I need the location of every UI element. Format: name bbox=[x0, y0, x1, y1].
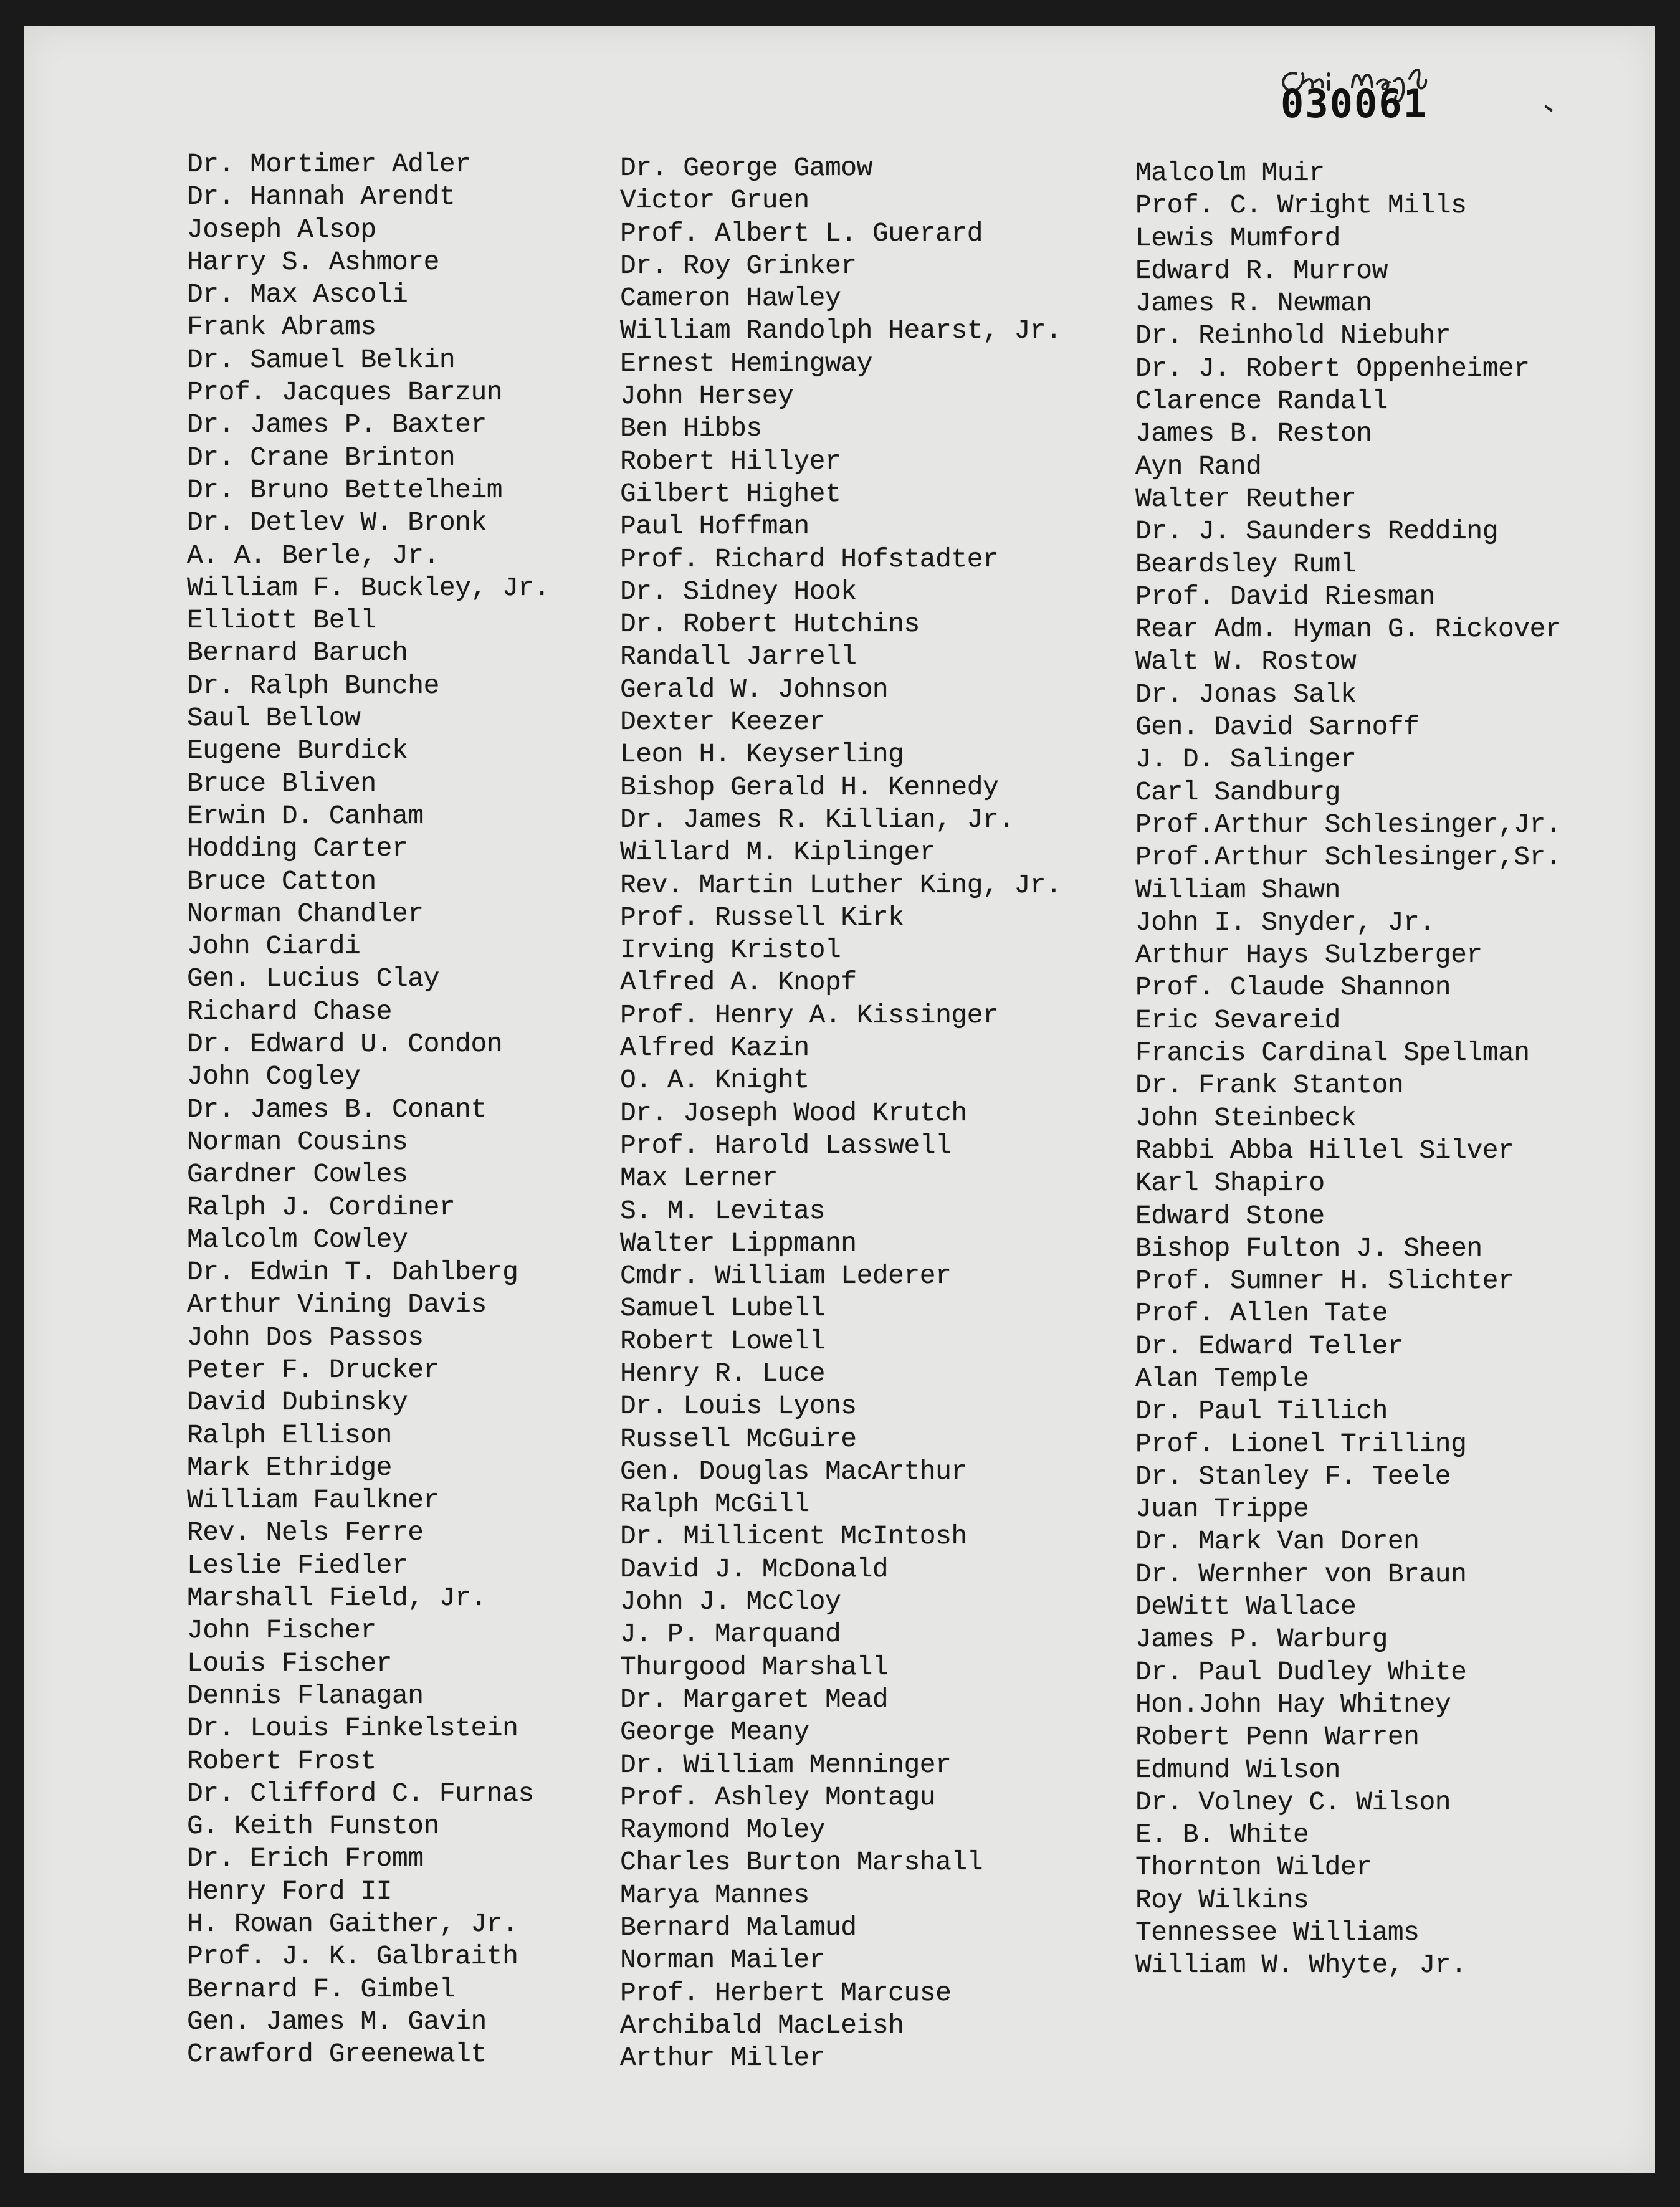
list-item: Lewis Mumford bbox=[1135, 222, 1340, 254]
list-item: Ayn Rand bbox=[1135, 450, 1262, 482]
list-item: Russell McGuire bbox=[620, 1423, 857, 1454]
list-item: Marshall Field, Jr. bbox=[187, 1583, 487, 1614]
list-item: Prof. David Riesman bbox=[1135, 581, 1435, 612]
list-item: Hon.John Hay Whitney bbox=[1135, 1689, 1451, 1720]
list-item: Thornton Wilder bbox=[1135, 1852, 1372, 1883]
list-item: John Steinbeck bbox=[1135, 1102, 1357, 1133]
list-item: Eric Sevareid bbox=[1135, 1004, 1340, 1036]
list-item: Louis Fischer bbox=[187, 1647, 392, 1679]
list-item: Dr. Paul Dudley White bbox=[1135, 1656, 1467, 1687]
list-item: Roy Wilkins bbox=[1135, 1884, 1309, 1915]
list-item: John Fischer bbox=[187, 1615, 376, 1646]
list-item: Ralph Ellison bbox=[187, 1419, 392, 1451]
list-item: Charles Burton Marshall bbox=[620, 1847, 983, 1878]
list-item: John J. McCloy bbox=[620, 1586, 841, 1618]
list-item: Willard M. Kiplinger bbox=[620, 837, 936, 868]
list-item: Dr. Jonas Salk bbox=[1135, 679, 1357, 710]
list-item: G. Keith Funston bbox=[187, 1811, 439, 1842]
list-item: Leon H. Keyserling bbox=[620, 739, 904, 770]
list-item: Erwin D. Canham bbox=[187, 800, 424, 831]
list-item: Prof. Albert L. Guerard bbox=[620, 217, 983, 249]
list-item: J. P. Marquand bbox=[620, 1619, 841, 1650]
list-item: John Ciardi bbox=[187, 931, 361, 962]
list-item: Harry S. Ashmore bbox=[187, 246, 439, 277]
list-item: Edward Stone bbox=[1135, 1200, 1325, 1231]
list-item: Alfred A. Knopf bbox=[620, 967, 857, 998]
list-item: Walter Lippmann bbox=[620, 1227, 857, 1259]
list-item: John I. Snyder, Jr. bbox=[1135, 907, 1435, 938]
list-item: Dr. James P. Baxter bbox=[187, 409, 487, 441]
list-item: William Randolph Hearst, Jr. bbox=[620, 315, 1062, 346]
list-item: Alan Temple bbox=[1135, 1363, 1309, 1394]
list-item: Victor Gruen bbox=[620, 185, 809, 216]
list-item: Samuel Lubell bbox=[620, 1293, 825, 1324]
list-item: Dr. Erich Fromm bbox=[187, 1843, 424, 1874]
list-item: Prof. Lionel Trilling bbox=[1135, 1428, 1467, 1459]
list-item: Carl Sandburg bbox=[1135, 776, 1340, 808]
list-item: George Meany bbox=[620, 1717, 809, 1748]
list-item: Rear Adm. Hyman G. Rickover bbox=[1135, 614, 1562, 645]
list-item: Dr. Paul Tillich bbox=[1135, 1396, 1388, 1427]
list-item: Dr. Hannah Arendt bbox=[187, 181, 456, 212]
list-item: David J. McDonald bbox=[620, 1553, 889, 1585]
list-item: Gen. James M. Gavin bbox=[187, 2006, 487, 2037]
list-item: Bernard Baruch bbox=[187, 637, 408, 669]
list-item: Dr. Margaret Mead bbox=[620, 1684, 889, 1715]
list-item: Arthur Hays Sulzberger bbox=[1135, 940, 1482, 971]
list-item: Prof. Claude Shannon bbox=[1135, 972, 1451, 1003]
list-item: Dr. Max Ascoli bbox=[187, 279, 408, 310]
list-item: Rabbi Abba Hillel Silver bbox=[1135, 1135, 1514, 1166]
list-item: Prof. Russell Kirk bbox=[620, 902, 904, 933]
list-item: Walt W. Rostow bbox=[1135, 646, 1357, 677]
list-item: Alfred Kazin bbox=[620, 1032, 809, 1064]
list-item: John Dos Passos bbox=[187, 1322, 424, 1353]
list-item: Paul Hoffman bbox=[620, 511, 809, 542]
list-item: Prof. Jacques Barzun bbox=[187, 377, 503, 408]
list-item: Dr. Edwin T. Dahlberg bbox=[187, 1257, 518, 1288]
list-item: Dennis Flanagan bbox=[187, 1680, 424, 1711]
list-item: Arthur Miller bbox=[620, 2043, 825, 2074]
list-item: James B. Reston bbox=[1135, 418, 1372, 449]
list-item: Marya Mannes bbox=[620, 1879, 809, 1910]
list-item: Juan Trippe bbox=[1135, 1494, 1309, 1525]
list-item: Norman Cousins bbox=[187, 1126, 408, 1157]
list-item: Randall Jarrell bbox=[620, 641, 857, 672]
list-item: Gen. Douglas MacArthur bbox=[620, 1456, 967, 1487]
list-item: Archibald MacLeish bbox=[620, 2009, 904, 2041]
list-item: DeWitt Wallace bbox=[1135, 1591, 1357, 1623]
list-item: Peter F. Drucker bbox=[187, 1354, 439, 1385]
list-item: Eugene Burdick bbox=[187, 735, 408, 766]
list-item: Thurgood Marshall bbox=[620, 1651, 889, 1682]
list-item: Prof. Sumner H. Slichter bbox=[1135, 1266, 1514, 1297]
list-item: Dr. Joseph Wood Krutch bbox=[620, 1097, 967, 1128]
list-item: Bruce Bliven bbox=[187, 768, 376, 799]
list-item: Dr. Louis Lyons bbox=[620, 1391, 857, 1422]
list-item: Dr. William Menninger bbox=[620, 1749, 952, 1780]
list-item: S. M. Levitas bbox=[620, 1195, 825, 1226]
names-column-3 bbox=[1135, 157, 1561, 1982]
list-item: Saul Bellow bbox=[187, 703, 361, 734]
list-item: Prof. Herbert Marcuse bbox=[620, 1977, 952, 2008]
list-item: Dr. Millicent McIntosh bbox=[620, 1521, 967, 1552]
list-item: Bernard Malamud bbox=[620, 1912, 857, 1943]
list-item: John Cogley bbox=[187, 1061, 361, 1092]
list-item: Prof.Arthur Schlesinger,Sr. bbox=[1135, 842, 1562, 873]
list-item: Dr. Edward U. Condon bbox=[187, 1029, 503, 1060]
list-item: Dr. Samuel Belkin bbox=[187, 344, 456, 375]
list-item: Arthur Vining Davis bbox=[187, 1289, 487, 1320]
list-item: J. D. Salinger bbox=[1135, 744, 1357, 775]
list-item: Dr. Wernher von Braun bbox=[1135, 1558, 1467, 1590]
list-item: Dr. Mortimer Adler bbox=[187, 149, 471, 179]
list-item: Dr. Roy Grinker bbox=[620, 250, 857, 281]
list-item: Walter Reuther bbox=[1135, 483, 1357, 514]
list-item: A. A. Berle, Jr. bbox=[187, 540, 439, 571]
list-item: Ralph J. Cordiner bbox=[187, 1191, 456, 1223]
list-item: Bernard F. Gimbel bbox=[187, 1973, 456, 2004]
list-item: Tennessee Williams bbox=[1135, 1917, 1420, 1948]
list-item: Malcolm Muir bbox=[1135, 158, 1325, 188]
list-item: Elliott Bell bbox=[187, 605, 376, 636]
list-item: Rev. Martin Luther King, Jr. bbox=[620, 869, 1062, 900]
list-item: E. B. White bbox=[1135, 1819, 1309, 1851]
list-item: Robert Penn Warren bbox=[1135, 1722, 1420, 1753]
list-item: Joseph Alsop bbox=[187, 214, 376, 245]
list-item: Norman Mailer bbox=[620, 1945, 825, 1976]
list-item: Edmund Wilson bbox=[1135, 1754, 1340, 1785]
list-item: John Hersey bbox=[620, 381, 794, 412]
list-item: Dr. Bruno Bettelheim bbox=[187, 474, 503, 505]
list-item: Dr. James R. Killian, Jr. bbox=[620, 804, 1014, 835]
list-item: Dr. James B. Conant bbox=[187, 1094, 487, 1125]
list-item: Crawford Greenewalt bbox=[187, 2039, 487, 2070]
list-item: Robert Lowell bbox=[620, 1325, 825, 1356]
list-item: Ernest Hemingway bbox=[620, 348, 872, 379]
list-item: Prof. J. K. Galbraith bbox=[187, 1941, 518, 1972]
list-item: William F. Buckley, Jr. bbox=[187, 572, 550, 603]
list-item: Mark Ethridge bbox=[187, 1452, 392, 1483]
list-item: Robert Hillyer bbox=[620, 446, 841, 477]
list-item: Dr. Frank Stanton bbox=[1135, 1070, 1404, 1101]
list-item: Dr. Louis Finkelstein bbox=[187, 1713, 518, 1744]
list-item: Max Lerner bbox=[620, 1163, 778, 1194]
list-item: Gerald W. Johnson bbox=[620, 674, 889, 705]
list-item: Dexter Keezer bbox=[620, 707, 825, 738]
list-item: Prof. Harold Lasswell bbox=[620, 1130, 952, 1161]
list-item: Bishop Fulton J. Sheen bbox=[1135, 1232, 1482, 1264]
list-item: Dr. George Gamow bbox=[620, 153, 872, 183]
list-item: James R. Newman bbox=[1135, 288, 1372, 319]
list-item: Malcolm Cowley bbox=[187, 1224, 408, 1255]
list-item: Frank Abrams bbox=[187, 312, 376, 343]
list-item: Prof. Ashley Montagu bbox=[620, 1781, 936, 1813]
list-item: Dr. Crane Brinton bbox=[187, 442, 456, 473]
list-item: William W. Whyte, Jr. bbox=[1135, 1950, 1467, 1981]
list-item: William Faulkner bbox=[187, 1485, 439, 1516]
list-item: Leslie Fiedler bbox=[187, 1550, 408, 1581]
list-item: David Dubinsky bbox=[187, 1387, 408, 1418]
names-column-1 bbox=[187, 148, 550, 2071]
list-item: Rev. Nels Ferre bbox=[187, 1517, 424, 1548]
list-item: Gilbert Highet bbox=[620, 478, 841, 509]
list-item: Dr. Detlev W. Bronk bbox=[187, 507, 487, 538]
list-item: Karl Shapiro bbox=[1135, 1168, 1325, 1199]
list-item: Dr. Robert Hutchins bbox=[620, 609, 920, 640]
list-item: Prof.Arthur Schlesinger,Jr. bbox=[1135, 809, 1562, 840]
list-item: Francis Cardinal Spellman bbox=[1135, 1037, 1530, 1069]
list-item: Dr. Sidney Hook bbox=[620, 576, 857, 607]
list-item: Dr. J. Saunders Redding bbox=[1135, 516, 1498, 547]
list-item: Bruce Catton bbox=[187, 865, 376, 897]
list-item: Dr. Stanley F. Teele bbox=[1135, 1461, 1451, 1492]
names-column-2 bbox=[620, 152, 1062, 2075]
list-item: Bishop Gerald H. Kennedy bbox=[620, 771, 999, 803]
list-item: Henry Ford II bbox=[187, 1876, 392, 1907]
list-item: Clarence Randall bbox=[1135, 386, 1388, 417]
list-item: Ben Hibbs bbox=[620, 413, 762, 444]
list-item: Henry R. Luce bbox=[620, 1358, 825, 1389]
list-item: Prof. Richard Hofstadter bbox=[620, 543, 999, 574]
list-item: Gen. David Sarnoff bbox=[1135, 712, 1420, 743]
list-item: Raymond Moley bbox=[620, 1814, 825, 1846]
list-item: Richard Chase bbox=[187, 996, 392, 1027]
list-item: Hodding Carter bbox=[187, 833, 408, 864]
list-item: Prof. C. Wright Mills bbox=[1135, 190, 1467, 221]
list-item: Gen. Lucius Clay bbox=[187, 963, 439, 994]
list-item: William Shawn bbox=[1135, 874, 1340, 905]
list-item: Prof. Henry A. Kissinger bbox=[620, 999, 999, 1031]
list-item: Dr. Volney C. Wilson bbox=[1135, 1786, 1451, 1818]
list-item: Norman Chandler bbox=[187, 898, 424, 929]
list-item: Dr. Clifford C. Furnas bbox=[187, 1778, 534, 1809]
list-item: Gardner Cowles bbox=[187, 1159, 408, 1190]
list-item: Prof. Allen Tate bbox=[1135, 1298, 1388, 1329]
list-item: Dr. Reinhold Niebuhr bbox=[1135, 320, 1451, 351]
list-item: H. Rowan Gaither, Jr. bbox=[187, 1909, 518, 1940]
document-number: 030061 bbox=[1281, 81, 1428, 126]
list-item: Robert Frost bbox=[187, 1745, 376, 1776]
list-item: Dr. J. Robert Oppenheimer bbox=[1135, 353, 1530, 384]
list-item: Cameron Hawley bbox=[620, 283, 841, 314]
list-item: Dr. Edward Teller bbox=[1135, 1330, 1404, 1361]
list-item: Edward R. Murrow bbox=[1135, 255, 1388, 286]
list-item: Dr. Mark Van Doren bbox=[1135, 1526, 1420, 1557]
list-item: Cmdr. William Lederer bbox=[620, 1261, 952, 1292]
list-item: Dr. Ralph Bunche bbox=[187, 670, 439, 701]
list-item: O. A. Knight bbox=[620, 1065, 809, 1096]
list-item: James P. Warburg bbox=[1135, 1624, 1388, 1655]
list-item: Ralph McGill bbox=[620, 1489, 809, 1520]
list-item: Irving Kristol bbox=[620, 935, 841, 966]
list-item: Beardsley Ruml bbox=[1135, 548, 1357, 579]
